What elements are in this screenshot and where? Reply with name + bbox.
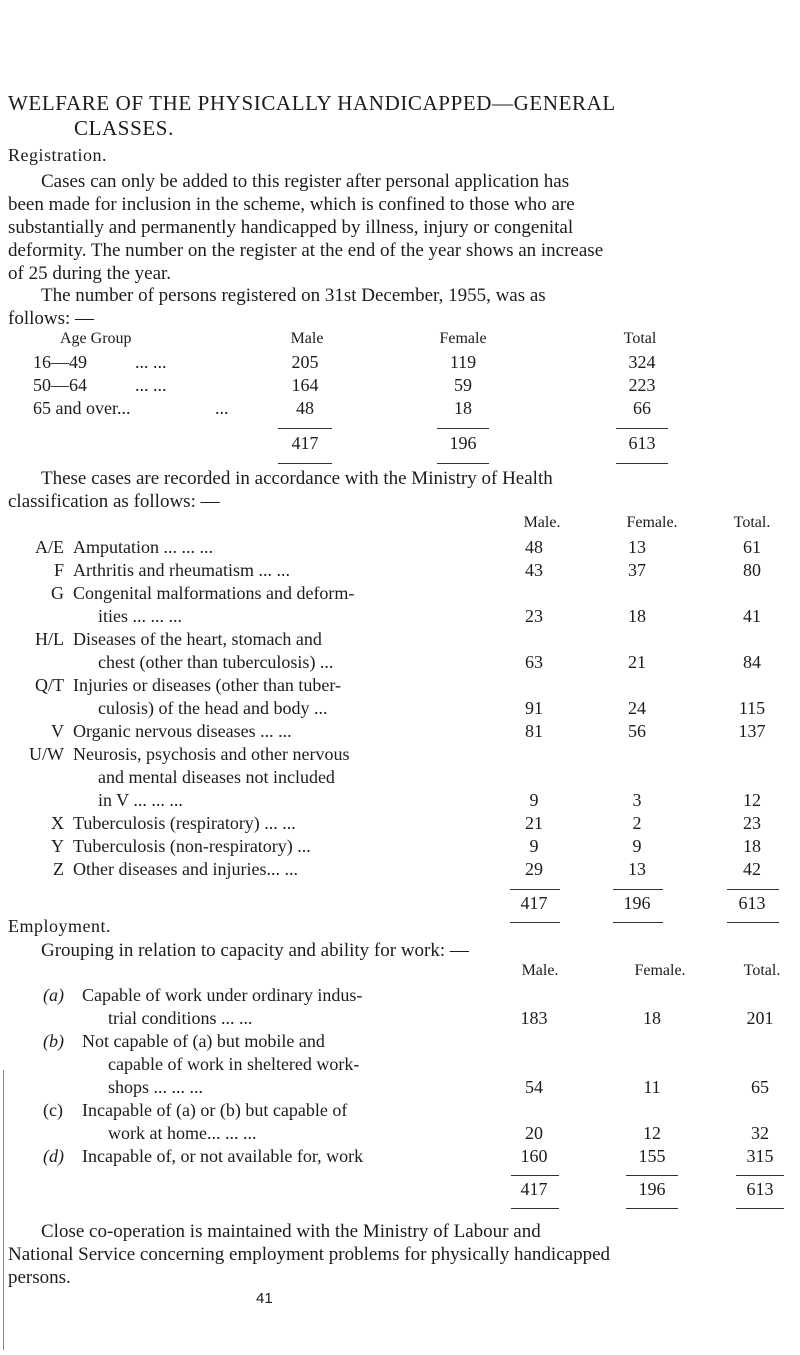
male-value: 205 xyxy=(291,352,319,372)
registered-intro-line: follows: — xyxy=(8,308,95,329)
total-value: 18 xyxy=(743,836,761,856)
grand-total: 613 xyxy=(746,1179,774,1199)
total-value: 137 xyxy=(738,721,766,741)
male-value: 23 xyxy=(525,606,543,626)
group-description: Incapable of (a) or (b) but capable of xyxy=(82,1100,348,1120)
total-header: Total. xyxy=(733,514,771,531)
divider xyxy=(613,889,663,890)
group-description: work at home... ... ... xyxy=(108,1123,257,1143)
class-code: H/L xyxy=(35,629,64,649)
female-value: 11 xyxy=(643,1077,661,1097)
registration-para-line: of 25 during the year. xyxy=(8,263,172,284)
female-header: Female. xyxy=(634,962,686,979)
male-value: 91 xyxy=(525,698,543,718)
divider xyxy=(626,1208,678,1209)
male-value: 9 xyxy=(529,790,539,810)
class-description: Other diseases and injuries... ... xyxy=(73,859,298,879)
closing-para-line: National Service concerning employment problems for physically handicapped xyxy=(8,1244,611,1265)
group-code: (b) xyxy=(43,1031,64,1051)
divider xyxy=(511,1175,559,1176)
class-description: chest (other than tuberculosis) ... xyxy=(98,652,334,672)
female-total: 196 xyxy=(449,433,477,453)
female-header: Female xyxy=(439,330,487,347)
divider xyxy=(736,1208,784,1209)
total-value: 61 xyxy=(743,537,761,557)
divider xyxy=(511,1208,559,1209)
male-total: 417 xyxy=(291,433,319,453)
age-group-header: Age Group xyxy=(60,330,132,347)
page-title-continued: CLASSES. xyxy=(74,116,174,140)
class-description: and mental diseases not included xyxy=(98,767,335,787)
male-total: 417 xyxy=(520,893,548,913)
total-header: Total. xyxy=(743,962,781,979)
total-value: 84 xyxy=(743,652,761,672)
total-value: 80 xyxy=(743,560,761,580)
total-value: 315 xyxy=(746,1146,774,1166)
male-value: 21 xyxy=(525,813,543,833)
male-value: 164 xyxy=(291,375,319,395)
male-value: 160 xyxy=(520,1146,548,1166)
class-code: Y xyxy=(51,836,64,856)
male-value: 20 xyxy=(525,1123,543,1143)
class-code: F xyxy=(53,560,64,580)
class-code: Z xyxy=(53,859,64,879)
female-value: 13 xyxy=(628,859,646,879)
registration-para-line: Cases can only be added to this register after personal application has xyxy=(41,171,570,192)
divider xyxy=(616,463,668,464)
closing-para-line: persons. xyxy=(8,1267,71,1288)
group-code: (a) xyxy=(43,985,64,1005)
class-description: Neurosis, psychosis and other nervous xyxy=(73,744,350,764)
female-value: 24 xyxy=(628,698,646,718)
class-description: Amputation ... ... ... xyxy=(73,537,213,557)
class-description: Organic nervous diseases ... ... xyxy=(73,721,292,741)
male-value: 183 xyxy=(520,1008,548,1028)
class-description: Diseases of the heart, stomach and xyxy=(73,629,322,649)
row-label: 50—64 xyxy=(33,375,87,395)
divider xyxy=(437,428,489,429)
divider xyxy=(626,1175,678,1176)
male-total: 417 xyxy=(520,1179,548,1199)
female-value: 155 xyxy=(638,1146,666,1166)
divider xyxy=(278,428,332,429)
total-value: 223 xyxy=(628,375,656,395)
class-description: ities ... ... ... xyxy=(98,606,182,626)
male-header: Male. xyxy=(521,962,559,979)
closing-para-line: Close co-operation is maintained with the Ministry of Labour and xyxy=(41,1221,541,1242)
male-header: Male. xyxy=(523,514,561,531)
row-label: 16—49 xyxy=(33,352,87,372)
total-value: 324 xyxy=(628,352,656,372)
group-description: Incapable of, or not available for, work xyxy=(82,1146,364,1166)
total-value: 66 xyxy=(633,398,651,418)
class-code: U/W xyxy=(29,744,64,764)
total-header: Total xyxy=(623,330,657,347)
registration-heading: Registration. xyxy=(8,145,107,165)
employment-intro: Grouping in relation to capacity and ability for work: — xyxy=(41,940,469,961)
class-code: Q/T xyxy=(35,675,64,695)
class-code: V xyxy=(51,721,64,741)
female-value: 9 xyxy=(632,836,642,856)
female-value: 12 xyxy=(643,1123,661,1143)
employment-heading: Employment. xyxy=(8,916,111,936)
divider xyxy=(278,463,332,464)
group-code: (c) xyxy=(43,1100,63,1120)
male-value: 9 xyxy=(529,836,539,856)
registration-para-line: substantially and permanently handicapped by illness, injury or congenital xyxy=(8,217,574,238)
female-value: 18 xyxy=(643,1008,661,1028)
divider xyxy=(736,1175,784,1176)
total-value: 42 xyxy=(743,859,761,879)
row-leader: ... xyxy=(215,398,229,418)
registered-intro-line: The number of persons registered on 31st December, 1955, was as xyxy=(41,285,546,306)
total-value: 201 xyxy=(746,1008,774,1028)
female-value: 18 xyxy=(628,606,646,626)
female-value: 2 xyxy=(632,813,642,833)
row-leader: ... ... xyxy=(135,352,167,372)
divider xyxy=(510,922,560,923)
class-description: Congenital malformations and deform- xyxy=(73,583,355,603)
divider xyxy=(510,889,560,890)
male-value: 48 xyxy=(525,537,543,557)
total-value: 32 xyxy=(751,1123,769,1143)
class-description: in V ... ... ... xyxy=(98,790,183,810)
group-code: (d) xyxy=(43,1146,64,1166)
total-value: 41 xyxy=(743,606,761,626)
divider xyxy=(616,428,668,429)
divider xyxy=(727,922,779,923)
grand-total: 613 xyxy=(628,433,656,453)
page-number: 41 xyxy=(256,1290,273,1307)
scan-edge-line xyxy=(3,1070,4,1350)
group-description: shops ... ... ... xyxy=(108,1077,204,1097)
total-value: 65 xyxy=(751,1077,769,1097)
male-value: 29 xyxy=(525,859,543,879)
female-header: Female. xyxy=(626,514,678,531)
group-description: capable of work in sheltered work- xyxy=(108,1054,360,1074)
divider xyxy=(727,889,779,890)
female-value: 119 xyxy=(449,352,477,372)
divider xyxy=(437,463,489,464)
class-description: Injuries or diseases (other than tuber- xyxy=(73,675,342,695)
female-value: 3 xyxy=(632,790,642,810)
group-description: Not capable of (a) but mobile and xyxy=(82,1031,325,1051)
total-value: 12 xyxy=(743,790,761,810)
row-leader: ... ... xyxy=(135,375,167,395)
group-description: Capable of work under ordinary indus- xyxy=(82,985,363,1005)
male-value: 63 xyxy=(525,652,543,672)
row-label: 65 and over... xyxy=(33,398,131,418)
female-value: 18 xyxy=(454,398,472,418)
male-value: 81 xyxy=(525,721,543,741)
total-value: 23 xyxy=(743,813,761,833)
female-value: 13 xyxy=(628,537,646,557)
male-value: 48 xyxy=(296,398,314,418)
class-description: Tuberculosis (respiratory) ... ... xyxy=(73,813,296,833)
male-header: Male xyxy=(290,330,324,347)
classification-intro-line: classification as follows: — xyxy=(8,491,220,512)
female-total: 196 xyxy=(623,893,651,913)
male-value: 54 xyxy=(525,1077,543,1097)
page-title: WELFARE OF THE PHYSICALLY HANDICAPPED—GENERAL xyxy=(8,91,616,115)
female-value: 37 xyxy=(628,560,646,580)
class-description: culosis) of the head and body ... xyxy=(98,698,328,718)
total-value: 115 xyxy=(738,698,766,718)
female-total: 196 xyxy=(638,1179,666,1199)
registration-para-line: been made for inclusion in the scheme, which is confined to those who are xyxy=(8,194,575,215)
class-code: A/E xyxy=(35,537,64,557)
male-value: 43 xyxy=(525,560,543,580)
class-code: G xyxy=(51,583,64,603)
class-description: Tuberculosis (non-respiratory) ... xyxy=(73,836,311,856)
grand-total: 613 xyxy=(738,893,766,913)
group-description: trial conditions ... ... xyxy=(108,1008,253,1028)
female-value: 59 xyxy=(454,375,472,395)
female-value: 56 xyxy=(628,721,646,741)
registration-para-line: deformity. The number on the register at the end of the year shows an increase xyxy=(8,240,604,261)
classification-intro-line: These cases are recorded in accordance with the Ministry of Health xyxy=(41,468,553,489)
class-code: X xyxy=(51,813,64,833)
divider xyxy=(613,922,663,923)
class-description: Arthritis and rheumatism ... ... xyxy=(73,560,290,580)
female-value: 21 xyxy=(628,652,646,672)
